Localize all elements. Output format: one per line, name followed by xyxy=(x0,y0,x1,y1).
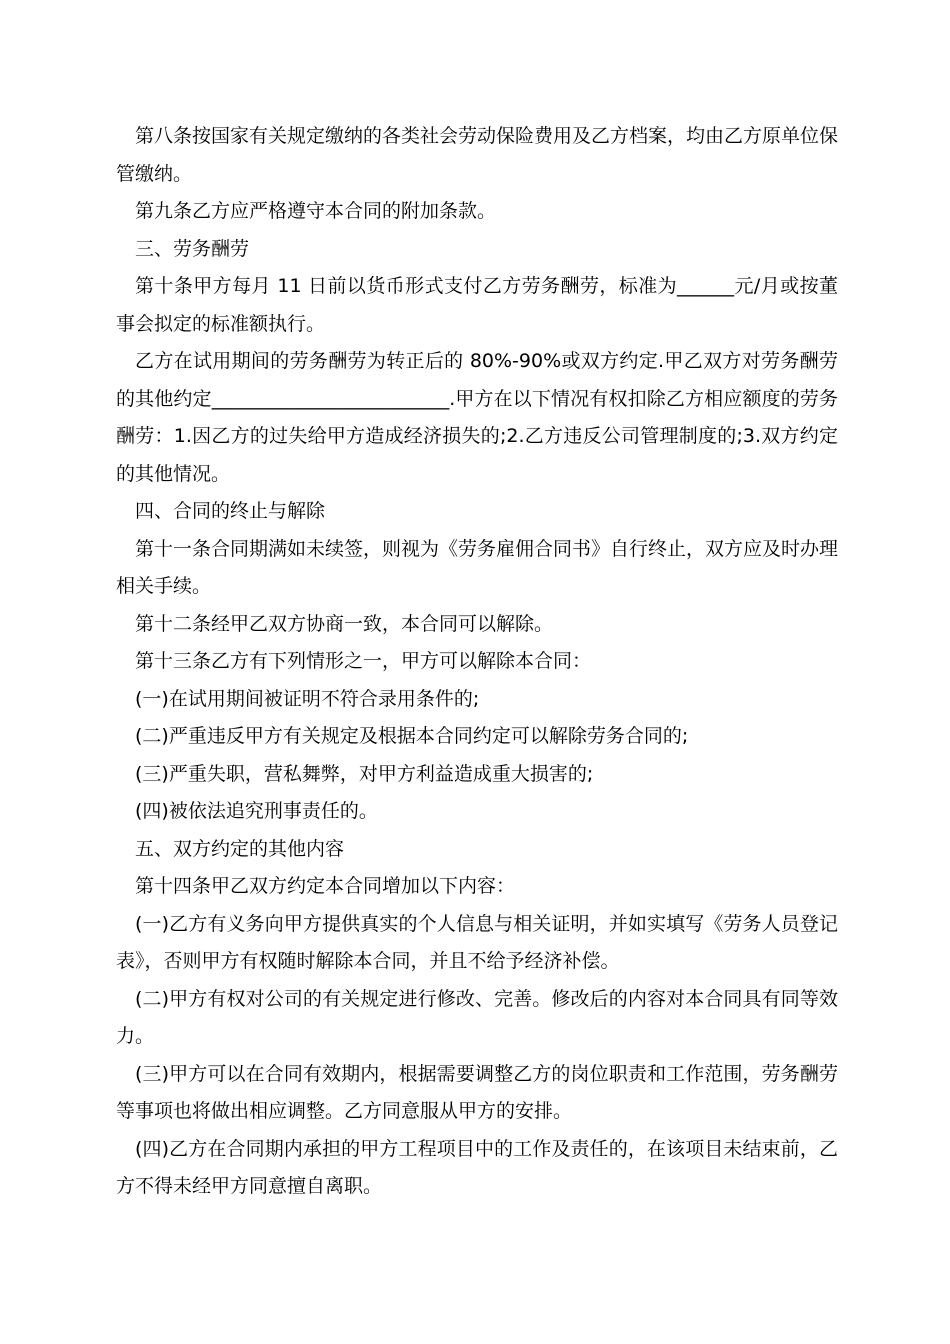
article-13-paragraph: 第十三条乙方有下列情形之一，甲方可以解除本合同： xyxy=(135,650,592,672)
article-13-item-1: (一)在试用期间被证明不符合录用条件的; xyxy=(135,687,480,710)
article-13-item-2: (二)严重违反甲方有关规定及根据本合同约定可以解除劳务合同的; xyxy=(135,725,689,747)
article-8-paragraph: 第八条按国家有关规定缴纳的各类社会劳动保险费用及乙方档案，均由乙方原单位保管缴纳。 xyxy=(116,125,839,185)
article-13-item-4: (四)被依法追究刑事责任的。 xyxy=(135,800,378,822)
article-14-item-1: (一)乙方有义务向甲方提供真实的个人信息与相关证明，并如实填写《劳务人员登记表》，否则甲方有权随时解除本合同，并且不给予经济补偿。 xyxy=(116,912,838,972)
article-11-paragraph: 第十一条合同期满如未续签，则视为《劳务雇佣合同书》自行终止，双方应及时办理相关手续。 xyxy=(116,537,839,597)
article-14-paragraph: 第十四条甲乙双方约定本合同增加以下内容： xyxy=(135,875,516,897)
probation-pay-paragraph: 乙方在试用期间的劳务酬劳为转正后的 80%-90%或双方约定.甲乙双方对劳务酬劳的其他约定_________________________.甲方在以下情况有权扣除乙方相应额度的劳务酬劳：1.因乙方的过失给甲方造成经济损失的;2.乙方违反公司管理制度的;3.双方约定的其他情况。 xyxy=(116,350,838,485)
article-13-item-3: (三)严重失职，营私舞弊，对甲方利益造成重大损害的; xyxy=(135,762,594,785)
article-14-item-4: (四)乙方在合同期内承担的甲方工程项目中的工作及责任的，在该项目未结束前，乙方不得未经甲方同意擅自离职。 xyxy=(116,1137,838,1197)
article-14-item-2: (二)甲方有权对公司的有关规定进行修改、完善。修改后的内容对本合同具有同等效力。 xyxy=(116,987,838,1047)
document-page xyxy=(116,118,838,1206)
section-3-heading: 三、劳务酬劳 xyxy=(135,237,250,260)
section-4-heading: 四、合同的终止与解除 xyxy=(135,500,326,522)
section-5-heading: 五、双方约定的其他内容 xyxy=(135,837,345,860)
article-10-paragraph: 第十条甲方每月 11 日前以货币形式支付乙方劳务酬劳，标准为______元/月或按董事会拟定的标准额执行。 xyxy=(116,275,838,335)
article-12-paragraph: 第十二条经甲乙双方协商一致，本合同可以解除。 xyxy=(135,612,554,635)
article-14-item-3: (三)甲方可以在合同有效期内，根据需要调整乙方的岗位职责和工作范围，劳务酬劳等事项也将做出相应调整。乙方同意服从甲方的安排。 xyxy=(116,1062,838,1122)
article-9-paragraph: 第九条乙方应严格遵守本合同的附加条款。 xyxy=(135,200,497,222)
